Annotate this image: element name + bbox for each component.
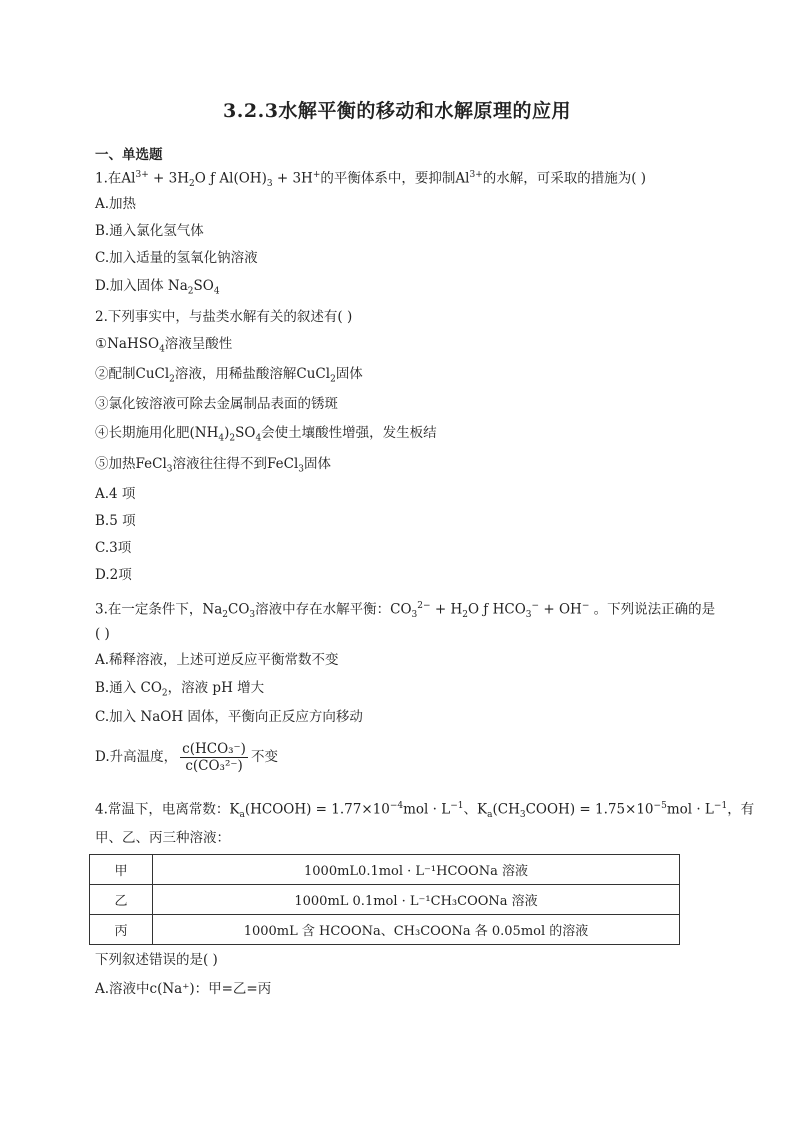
question-2-option-b: B.5 项: [95, 513, 136, 529]
table-cell-label: 丙: [90, 915, 153, 945]
question-3-option-d: D.升高温度， $\frac{\text{c(HCO₃⁻)}}{\text{c(CO₃²⁻)}}$ 不变: [95, 741, 278, 774]
question-2-item-1: ①NaHSO$_4$溶液呈酸性: [95, 336, 233, 355]
table-row: [90, 855, 680, 885]
question-1-option-c: C.加入适量的氢氧化钠溶液: [95, 250, 258, 266]
table-cell-value: 1000mL 0.1mol · L⁻¹CH₃COONa 溶液: [153, 885, 680, 915]
table-cell-value: 1000mL0.1mol · L⁻¹HCOONa 溶液: [153, 855, 680, 885]
question-2-item-5: ⑤加热FeCl$_3$溶液往往得不到FeCl$_3$固体: [95, 456, 331, 475]
table-cell-label: 乙: [90, 885, 153, 915]
question-2-item-3: ③氯化铵溶液可除去金属制品表面的锈斑: [95, 396, 338, 412]
page-title: 3.2.3水解平衡的移动和水解原理的应用: [223, 100, 571, 122]
question-2-option-c: C.3项: [95, 540, 132, 556]
question-2-stem: 2.下列事实中，与盐类水解有关的叙述有( ): [95, 309, 353, 325]
fraction: $\frac{\text{c(HCO₃⁻)}}{\text{c(CO₃²⁻)}}$: [182, 741, 246, 774]
question-4-option-a: A.溶液中c(Na⁺)：甲=乙=丙: [95, 981, 272, 997]
table-cell-label: 甲: [90, 855, 153, 885]
question-3-option-b: B.通入 $CO_2$，溶液 pH 增大: [95, 680, 265, 699]
question-1-option-a: A.加热: [95, 196, 137, 212]
solutions-table: [89, 854, 680, 945]
question-1-option-d: D.加入固体 $Na_2SO_4$: [95, 278, 220, 297]
table-row: [90, 885, 680, 915]
question-3-option-a: A.稀释溶液，上述可逆反应平衡常数不变: [95, 652, 339, 668]
section-heading: 一、单选题: [95, 147, 163, 163]
question-3-option-c: C.加入 NaOH 固体，平衡向正反应方向移动: [95, 709, 363, 725]
question-4-stem-line-2: 甲、乙、丙三种溶液：: [95, 830, 230, 846]
question-1-option-b: B.通入氯化氢气体: [95, 223, 204, 239]
question-2-option-a: A.4 项: [95, 486, 136, 502]
table-row: [90, 915, 680, 945]
question-3-paren: ( ): [95, 626, 110, 642]
question-4-stem-2: 下列叙述错误的是( ): [95, 952, 218, 968]
table-cell-value: 1000mL 含 HCOONa、CH₃COONa 各 0.05mol 的溶液: [153, 915, 680, 945]
question-3-stem: 3.在一定条件下，$Na_2CO_3$溶液中存在水解平衡：$CO_3^{2-} + H_2O$ ƒ $HCO_3^- + OH^-$ 。下列说法正确的是: [95, 601, 716, 621]
question-2-item-4: ④长期施用化肥$(NH_4)_2SO_4$会使土壤酸性增强，发生板结: [95, 425, 437, 444]
question-2-item-2: ②配制CuCl$_2$溶液，用稀盐酸溶解CuCl$_2$固体: [95, 366, 363, 385]
question-2-option-d: D.2项: [95, 567, 132, 583]
question-4-stem: 4.常温下，电离常数：$K_a(HCOOH) = 1.77\times 10^{-4}mol \cdot L^{-1}$、$K_a(CH_3COOH) = 1.75\times 10^{-5}mol \cdot L^{-1}$，有: [95, 801, 755, 821]
question-1-stem: 1.在$Al^{3+} + 3H_2O$ ƒ $Al(OH)_3 + 3H^+$的平衡体系中，要抑制$Al^{3+}$的水解，可采取的措施为( ): [95, 170, 647, 190]
